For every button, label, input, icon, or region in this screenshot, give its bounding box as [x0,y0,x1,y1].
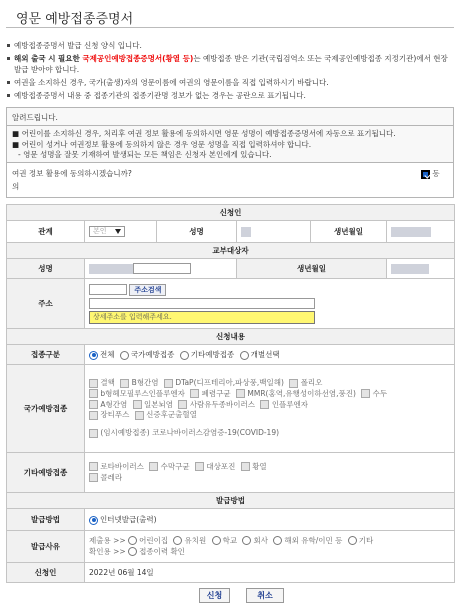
consent-question: 여권 정보 활용에 동의하시겠습니까? [12,169,132,178]
page-header [6,2,454,28]
subject-name-input[interactable] [133,263,191,274]
info-box [6,125,454,163]
section-issue: 발급방법 [7,493,455,509]
vaccine-checkbox[interactable] [89,473,98,482]
info-line: ■ 어린이를 소지하신 경우, 처리후 여권 정보 활용에 동의하시면 영문 성명이 예방접종증명서에 자동으로 표기됩니다. [12,129,396,138]
page-title: 영문 예방접종증명서 [16,12,134,27]
subject-birth-value [387,259,455,279]
notice-item: 해외 출국 시 필요한 국제공인예방접종증명서(황열 등)는 예방접종 받은 기관(국립검역소 또는 국제공인예방접종 지정기관)에서 현장발급 받아야 합니다. [6,53,454,76]
vaccine-checkbox[interactable] [120,379,129,388]
consent-box [6,162,454,198]
type-radio-national[interactable] [120,351,129,360]
applicant-name-value [237,221,311,243]
zipcode-input[interactable] [89,284,127,295]
vaccine-checkbox[interactable] [149,462,158,471]
vaccine-row: b형헤모필루스인플루엔자 폐렴구균 MMR(홍역,유행성이하선염,풍진) 수두 [89,389,450,400]
section-subject: 교부대상자 [7,243,455,259]
other-label: 기타예방접종 [7,453,85,493]
vaccine-checkbox[interactable] [89,389,98,398]
cancel-button[interactable]: 취소 [246,588,284,603]
vaccine-checkbox[interactable] [260,400,269,409]
vaccine-checkbox[interactable] [89,429,98,438]
relation-select[interactable]: 본인 [89,226,125,237]
relation-label: 관계 [7,221,85,243]
national-options [85,365,455,453]
subject-birth-label: 생년월일 [237,259,387,279]
vaccine-row: A형간염 일본뇌염 사람유두종바이러스 인플루엔자 [89,400,450,411]
vaccine-checkbox[interactable] [135,411,144,420]
vaccine-checkbox[interactable] [133,400,142,409]
reason-radio-abroad[interactable] [273,536,282,545]
method-cell: 인터넷발급(출력) [85,509,455,531]
address-cell [85,279,455,329]
consent-agree-label: 동 [432,169,440,178]
address-search-button[interactable]: 주소검색 [129,284,166,296]
vaccine-checkbox[interactable] [89,411,98,420]
address-detail-input[interactable]: 상세주소를 입력해주세요. [89,311,315,324]
vaccine-checkbox[interactable] [195,462,204,471]
applicant-birth-label: 생년월일 [311,221,387,243]
reason-radio-company[interactable] [242,536,251,545]
vaccine-checkbox[interactable] [361,389,370,398]
reason-radio-etc[interactable] [348,536,357,545]
type-label: 접종구분 [7,345,85,365]
vaccine-row: 장티푸스 신증후군출혈열 [89,410,450,421]
vaccine-checkbox[interactable] [190,389,199,398]
applicant-birth-value [387,221,455,243]
section-applicant: 신청인 [7,205,455,221]
reason-radio-kindergarten[interactable] [173,536,182,545]
info-heading-box [6,107,454,126]
apply-date: 2022년 06월 14일 [85,563,455,583]
submit-button[interactable]: 신청 [199,588,230,603]
notice-item: 예방접종증명서 발급 신청 양식 입니다. [6,40,454,51]
notice-list [6,40,454,103]
reason-cell: 제출용 >> 어린이집 유치원 학교 회사 해외 유학/이민 등 기타 확인용 >> 접종이력 확인 [85,531,455,563]
other-options: 로타바이러스 수막구균 대상포진 황열 콜레라 [85,453,455,493]
vaccine-checkbox[interactable] [89,379,98,388]
info-line: - 영문 성명을 잘못 기재하여 발생되는 모든 책임은 신청자 본인에게 있습니다. [18,150,272,159]
section-request: 신청내용 [7,329,455,345]
vaccine-checkbox[interactable] [236,389,245,398]
subject-name-cell [85,259,237,279]
consent-agree-label-2: 의 [12,182,20,191]
vaccine-checkbox[interactable] [289,379,298,388]
applicant-name-label: 성명 [157,221,237,243]
application-form [6,204,455,583]
type-radio-all[interactable] [89,351,98,360]
reason-radio-daycare[interactable] [128,536,137,545]
reason-label: 발급사유 [7,531,85,563]
vaccine-checkbox[interactable] [164,379,173,388]
address-label: 주소 [7,279,85,329]
notice-item: 여권을 소지하신 경우, 국가(출생)자의 영문이름에 여권의 영문이름을 직접 입력하시기 바랍니다. [6,77,454,88]
vaccine-checkbox[interactable] [241,462,250,471]
type-radio-other[interactable] [180,351,189,360]
type-radio-individual[interactable] [240,351,249,360]
vaccine-row: 결핵 B형간염 DTaP(디프테리아,파상풍,백일해) 폴리오 [89,378,450,389]
vaccine-row: (임시예방접종) 코로나바이러스감염증-19(COVID-19) [89,428,450,439]
info-line: ■ 어린이 성거나 여권정보 활용에 동의하지 않은 경우 영문 성명을 직접 입력하셔야 합니다. [12,139,312,149]
relation-cell [85,221,157,243]
apply-person-label: 신청인 [7,563,85,583]
notice-item: 예방접종증명서 내용 중 접종기관의 접종기관명 정보가 없는 경우는 공란으로 표기됩니다. [6,90,454,101]
subject-name-label: 성명 [7,259,85,279]
method-radio-internet[interactable] [89,516,98,525]
type-options: 전체 국가예방접종 기타예방접종 개별선택 [85,345,455,365]
method-label: 발급방법 [7,509,85,531]
reason-radio-school[interactable] [212,536,221,545]
address-input[interactable] [89,298,315,309]
vaccine-checkbox[interactable] [89,462,98,471]
vaccine-checkbox[interactable] [89,400,98,409]
national-label: 국가예방접종 [7,365,85,453]
vaccine-checkbox[interactable] [178,400,187,409]
info-heading: 알려드립니다. [12,113,58,122]
consent-checkbox[interactable] [421,170,430,179]
reason-radio-history[interactable] [128,547,137,556]
